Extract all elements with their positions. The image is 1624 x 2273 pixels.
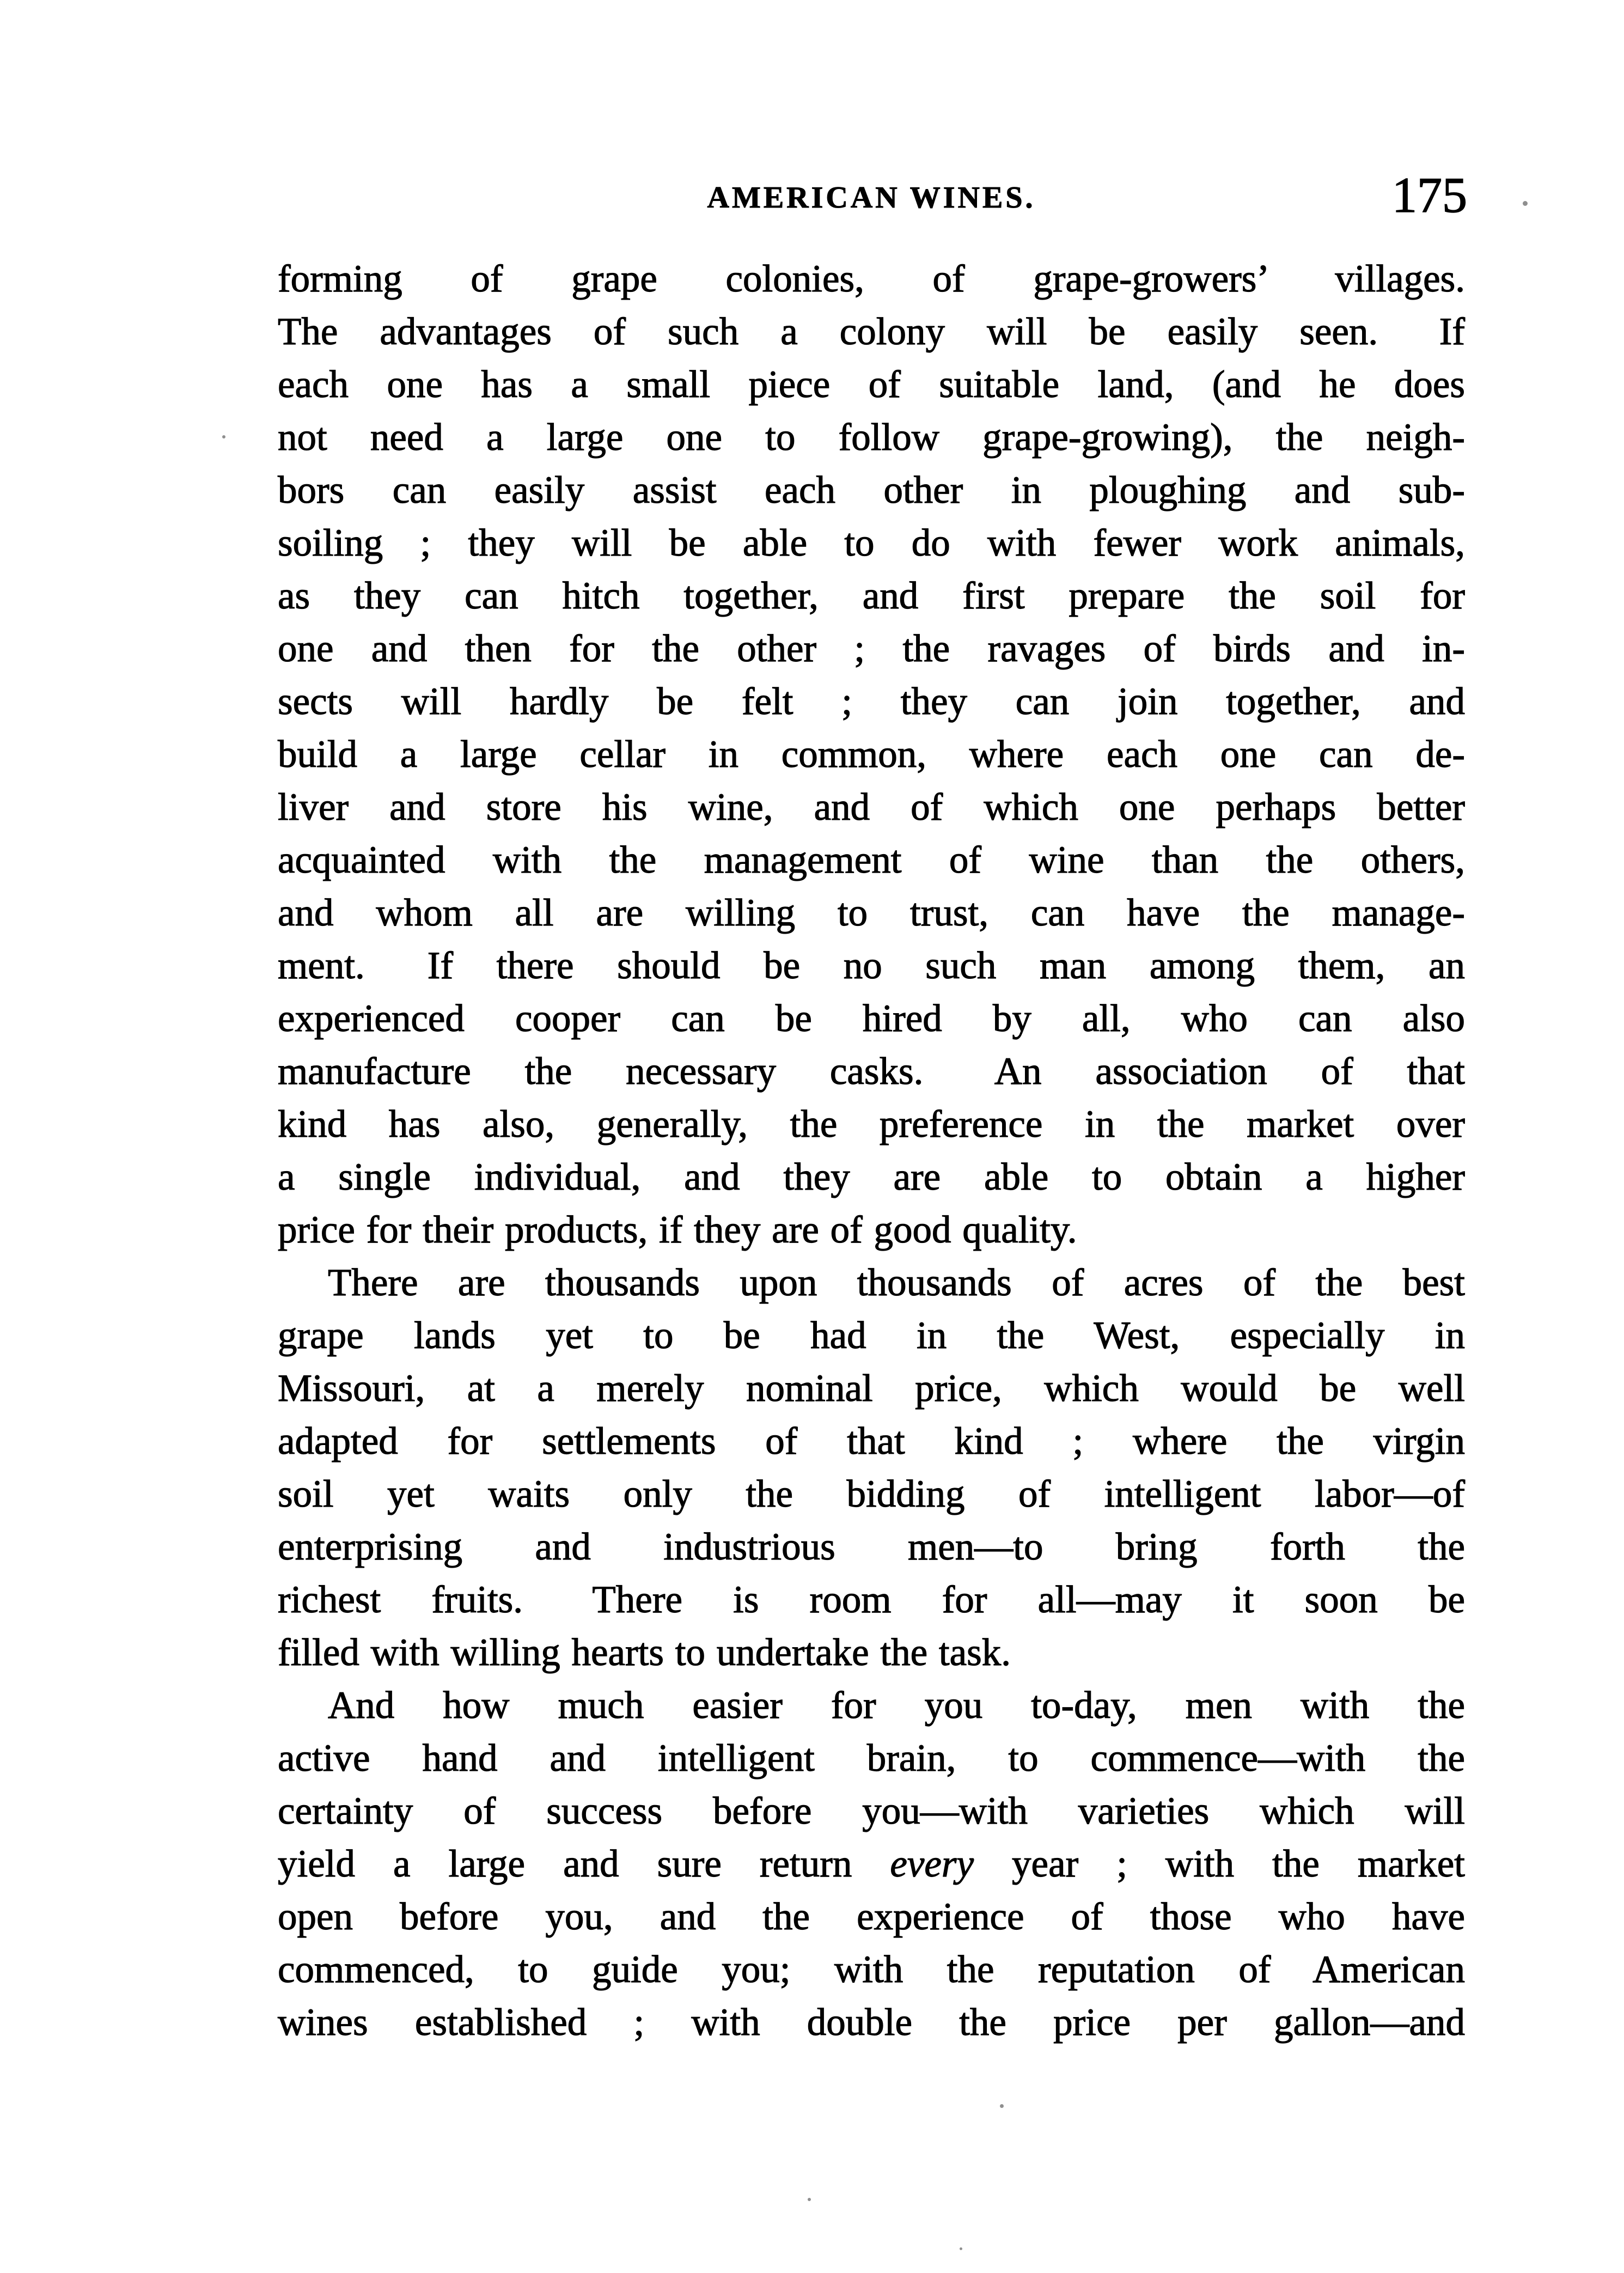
page-number: 175 [1392,167,1467,223]
text-line: enterprising and industrious men—to bring forth the [278,1526,1465,1568]
text-line: wines established ; with double the price per gallon—and [278,2001,1465,2044]
text-line: experienced cooper can be hired by all, who can also [278,997,1465,1040]
paragraph [278,253,1465,1257]
text-line: open before you, and the experience of those who have [278,1896,1465,1938]
italic-text: every [890,1843,974,1885]
scan-speck [1523,201,1528,206]
text-line: ment. If there should be no such man among them, an [278,944,1465,987]
scan-speck [222,435,225,438]
text-column [278,167,1467,2049]
text-line: kind has also, generally, the preference in the market over [278,1103,1465,1145]
text-line: manufacture the necessary casks. An association of that [278,1050,1465,1093]
text-line: filled with willing hearts to undertake the task. [278,1631,1011,1674]
text-line: adapted for settlements of that kind ; where the virgin [278,1420,1465,1462]
text-line: as they can hitch together, and first prepare the soil for [278,575,1465,617]
scan-speck [808,2198,811,2201]
paragraph [278,1257,1465,1679]
text-line: acquainted with the management of wine than the others, [278,839,1465,881]
text-block [278,253,1465,2049]
text-line: richest fruits. There is room for all—may it soon be [278,1579,1465,1621]
text-line: and whom all are willing to trust, can have the manage- [278,892,1465,934]
text-line: soiling ; they will be able to do with fewer work animals, [278,522,1465,564]
text-line: forming of grape colonies, of grape-growers’ villages. [278,258,1465,300]
text-segment: year ; with the market [974,1843,1466,1885]
text-line: certainty of success before you—with varieties which will [278,1790,1465,1832]
text-line: grape lands yet to be had in the West, especially in [278,1314,1465,1357]
text-line: build a large cellar in common, where each one can de- [278,733,1465,776]
text-line: price for their products, if they are of good quality. [278,1209,1077,1251]
page-header [278,167,1467,223]
scan-speck [1000,2104,1004,2108]
text-line: bors can easily assist each other in ploughing and sub- [278,469,1465,511]
scan-speck [960,2247,962,2250]
text-line: Missouri, at a merely nominal price, which would be well [278,1367,1465,1410]
text-line: a single individual, and they are able to obtain a higher [278,1156,1465,1198]
text-line: And how much easier for you to-day, men with the [328,1684,1465,1727]
text-line: The advantages of such a colony will be easily seen. If [278,310,1465,353]
text-line: soil yet waits only the bidding of intelligent labor—of [278,1473,1465,1515]
text-line: active hand and intelligent brain, to commence—with the [278,1737,1465,1780]
text-line [278,1838,1465,1891]
text-line: one and then for the other ; the ravages of birds and in- [278,627,1465,670]
text-line: There are thousands upon thousands of acres of the best [328,1262,1465,1304]
text-line: each one has a small piece of suitable land, (and he does [278,363,1465,406]
text-line: liver and store his wine, and of which one perhaps better [278,786,1465,828]
paragraph [278,1679,1465,2049]
text-line: commenced, to guide you; with the reputation of American [278,1948,1465,1991]
text-line: not need a large one to follow grape-growing), the neigh- [278,416,1465,459]
text-line: sects will hardly be felt ; they can join together, and [278,680,1465,723]
text-segment: yield a large and sure return [278,1843,890,1885]
running-header: AMERICAN WINES. [707,181,1036,215]
